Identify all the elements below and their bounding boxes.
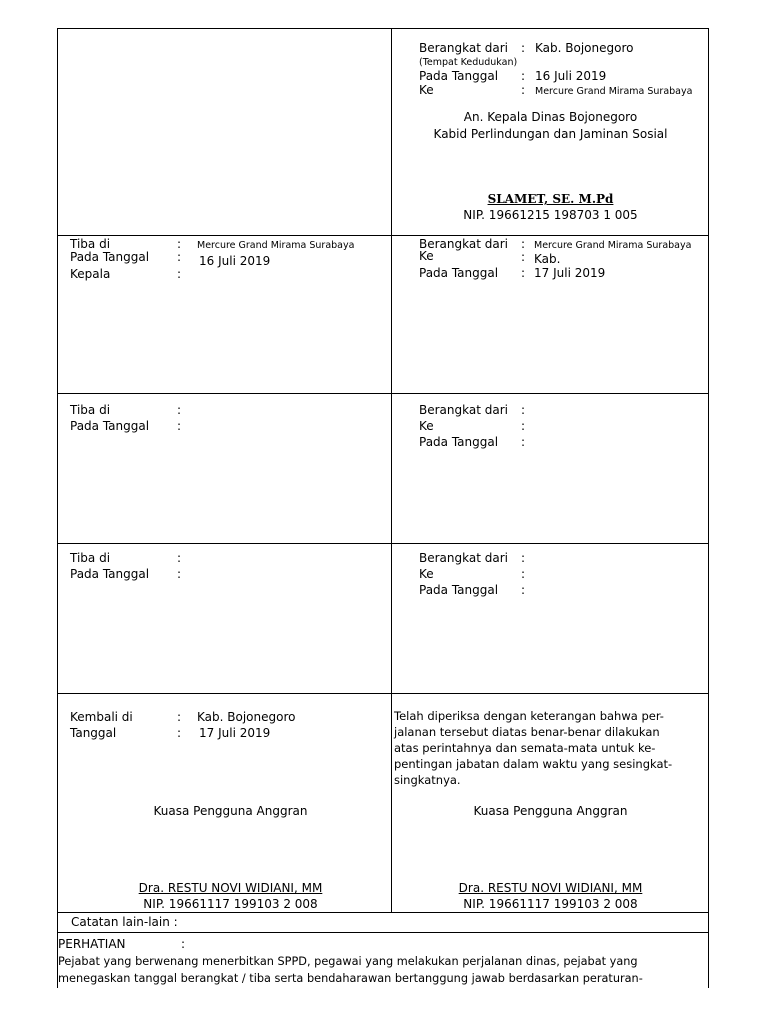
official-name: Dra. RESTU NOVI WIDIANI, MM [138, 881, 323, 895]
tanggal-label: Pada Tanggal [70, 567, 150, 581]
colon: : [177, 419, 182, 433]
tanggal-label: Pada Tanggal [419, 583, 499, 597]
paragraph-line: jalanan tersebut diatas benar-benar dilakukan [394, 725, 660, 739]
paragraph-line: Telah diperiksa dengan keterangan bahwa per- [394, 709, 664, 723]
an-kepala-dinas: An. Kepala Dinas Bojonegoro [463, 110, 638, 124]
colon: : [521, 551, 526, 565]
berangkat-label: Berangkat dari [419, 41, 508, 55]
paragraph-line: singkatnya. [394, 773, 461, 787]
pada-tanggal-value: 16 Juli 2019 [535, 69, 607, 83]
ke-label: Ke [419, 567, 434, 581]
kuasa-pengguna-anggaran: Kuasa Pengguna Anggran [153, 804, 308, 818]
kembali-value: Kab. Bojonegoro [197, 710, 296, 724]
colon: : [521, 250, 526, 264]
colon: : [521, 435, 526, 449]
colon: : [177, 237, 182, 251]
official-nip: NIP. 19661117 199103 2 008 [463, 897, 638, 911]
colon: : [177, 567, 182, 581]
signer-nip: NIP. 19661215 198703 1 005 [463, 208, 638, 222]
tempat-kedudukan-note: (Tempat Kedudukan) [419, 57, 518, 68]
ke-label: Ke [419, 83, 434, 97]
ke-label: Ke [419, 249, 434, 263]
verification-paragraph [394, 708, 706, 788]
colon: : [521, 41, 526, 55]
row-3 [57, 393, 709, 543]
ke-value: Kab. [534, 252, 561, 266]
colon: : [521, 266, 526, 280]
tiba-value: Mercure Grand Mirama Surabaya [197, 240, 355, 251]
colon: : [521, 419, 526, 433]
tanggal-value: 16 Juli 2019 [199, 254, 271, 268]
tanggal-value: 17 Juli 2019 [534, 266, 606, 280]
colon: : [177, 250, 182, 264]
tanggal-label: Pada Tanggal [70, 250, 150, 264]
colon: : [177, 551, 182, 565]
colon: : [521, 583, 526, 597]
pada-tanggal-label: Pada Tanggal [419, 69, 499, 83]
sppd-back-page [57, 28, 709, 988]
tanggal-value: 17 Juli 2019 [199, 726, 271, 740]
tanggal-label: Pada Tanggal [419, 266, 499, 280]
official-nip: NIP. 19661117 199103 2 008 [143, 897, 318, 911]
colon: : [177, 267, 182, 281]
signer-name: SLAMET, SE. M.Pd [487, 192, 614, 206]
tiba-label: Tiba di [70, 551, 111, 565]
berangkat-value: Mercure Grand Mirama Surabaya [534, 240, 692, 251]
perhatian-label: PERHATIAN [58, 937, 126, 951]
paragraph-line: pentingan jabatan dalam waktu yang sesingkat- [394, 757, 673, 771]
ke-value: Mercure Grand Mirama Surabaya [535, 86, 693, 97]
berangkat-label: Berangkat dari [419, 237, 508, 251]
kabid-title: Kabid Perlindungan dan Jaminan Sosial [433, 127, 668, 141]
colon: : [521, 237, 526, 251]
perhatian-text-line: menegaskan tanggal berangkat / tiba serta bendaharawan bertanggung jawab berdasarkan peraturan- [58, 972, 643, 985]
kepala-label: Kepala [70, 267, 111, 281]
colon: : [521, 567, 526, 581]
column-divider [391, 28, 392, 912]
kembali-label: Kembali di [70, 710, 133, 724]
berangkat-label: Berangkat dari [419, 551, 508, 565]
colon: : [521, 83, 526, 97]
row-2 [57, 235, 709, 393]
catatan-lain-lain: Catatan lain-lain : [71, 915, 178, 929]
colon: : [177, 403, 182, 417]
ke-label: Ke [419, 419, 434, 433]
kuasa-pengguna-anggaran: Kuasa Pengguna Anggran [473, 804, 628, 818]
tanggal-label: Tanggal [70, 726, 117, 740]
tanggal-label: Pada Tanggal [419, 435, 499, 449]
colon: : [521, 69, 526, 83]
berangkat-label: Berangkat dari [419, 403, 508, 417]
tiba-label: Tiba di [70, 403, 111, 417]
row-4 [57, 543, 709, 693]
colon: : [521, 403, 526, 417]
official-name: Dra. RESTU NOVI WIDIANI, MM [458, 881, 643, 895]
tanggal-label: Pada Tanggal [70, 419, 150, 433]
colon: : [177, 710, 182, 724]
tiba-label: Tiba di [70, 237, 111, 251]
colon: : [181, 937, 186, 951]
colon: : [177, 726, 182, 740]
perhatian-text-line: Pejabat yang berwenang menerbitkan SPPD, pegawai yang melakukan perjalanan dinas, pejabat yang [58, 955, 638, 968]
berangkat-value: Kab. Bojonegoro [535, 41, 634, 55]
paragraph-line: atas perintahnya dan semata-mata untuk ke- [394, 741, 656, 755]
